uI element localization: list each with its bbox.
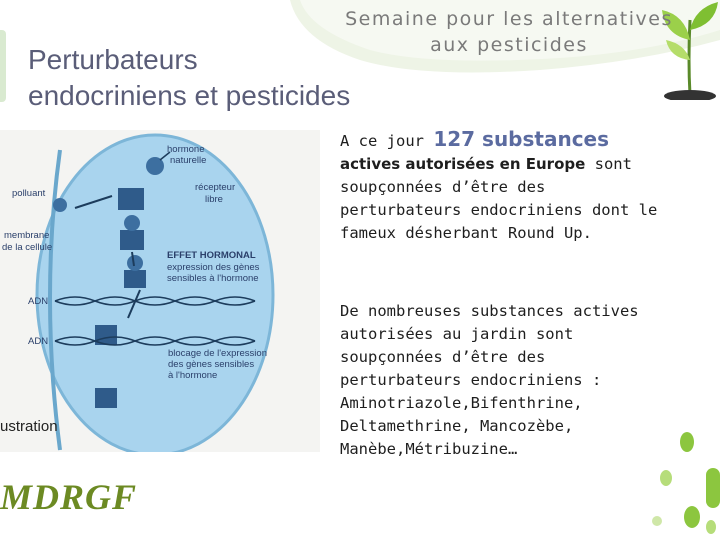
title-line-2: endocriniens et pesticides [28, 80, 351, 111]
label-membrane-cellule: de la cellule [2, 242, 53, 253]
body-text [340, 127, 710, 458]
p1-line-1 [340, 128, 710, 153]
title-line-1: Perturbateurs [28, 44, 198, 75]
page-title [28, 42, 350, 114]
label-hormone: hormone [167, 144, 205, 155]
p2-line-2: autorisées au jardin sont [340, 325, 574, 343]
p1-line-4: perturbateurs endocriniens dont le [340, 201, 658, 219]
label-blocage-2: des gènes sensibles [168, 359, 255, 370]
p1-number: 127 substances [433, 127, 610, 151]
label-adn-2: ADN [28, 336, 49, 347]
p1-lead: A ce jour [340, 132, 434, 150]
p1-line-5: fameux désherbant Round Up. [340, 224, 592, 242]
label-blocage-1: blocage de l'expression [168, 348, 267, 359]
decor-dot [660, 470, 672, 486]
p1-line-3: soupçonnées d’être des [340, 178, 546, 196]
decor-dot [706, 468, 720, 508]
left-accent-bar [0, 30, 6, 102]
decor-dot [652, 516, 662, 526]
p2-line-1: De nombreuses substances actives [340, 302, 639, 320]
p2-line-7: Manèbe,Métribuzine… [340, 440, 518, 458]
label-effet-2: sensibles à l'hormone [167, 273, 259, 284]
label-effet-hormonal: EFFET HORMONAL [167, 250, 256, 261]
banner-title [344, 6, 674, 58]
decor-dot [680, 432, 694, 452]
logo-mdrgf: MDRGF [0, 477, 138, 517]
p2-line-6: Deltamethrine, Mancozèbe, [340, 417, 574, 435]
label-libre: libre [205, 194, 223, 205]
p1-line-2 [340, 153, 710, 176]
label-recepteur: récepteur [195, 182, 236, 193]
p2-line-3: soupçonnées d’être des [340, 348, 546, 366]
label-membrane: membrane [4, 230, 50, 241]
p2-line-4: perturbateurs endocriniens : [340, 371, 602, 389]
figure-caption: ustration [0, 418, 58, 435]
label-adn-1: ADN [28, 296, 49, 307]
paragraph-1 [340, 128, 710, 245]
decor-dot [684, 506, 700, 528]
endocrine-diagram [0, 130, 320, 452]
cell-shape [37, 135, 273, 452]
label-effet-1: expression des gènes [167, 262, 260, 273]
paragraph-2 [340, 300, 710, 461]
p1-bold: actives autorisées en Europe [340, 155, 586, 173]
decor-dot [706, 520, 716, 534]
label-blocage-3: à l'hormone [168, 370, 218, 381]
banner-line-2: aux pesticides [430, 34, 588, 56]
p1-rest: sont [585, 155, 632, 173]
banner-line-1: Semaine pour les alternatives [345, 8, 673, 30]
label-polluant: polluant [12, 188, 46, 199]
label-hormone-naturelle: naturelle [170, 155, 207, 166]
p2-line-5: Aminotriazole,Bifenthrine, [340, 394, 583, 412]
